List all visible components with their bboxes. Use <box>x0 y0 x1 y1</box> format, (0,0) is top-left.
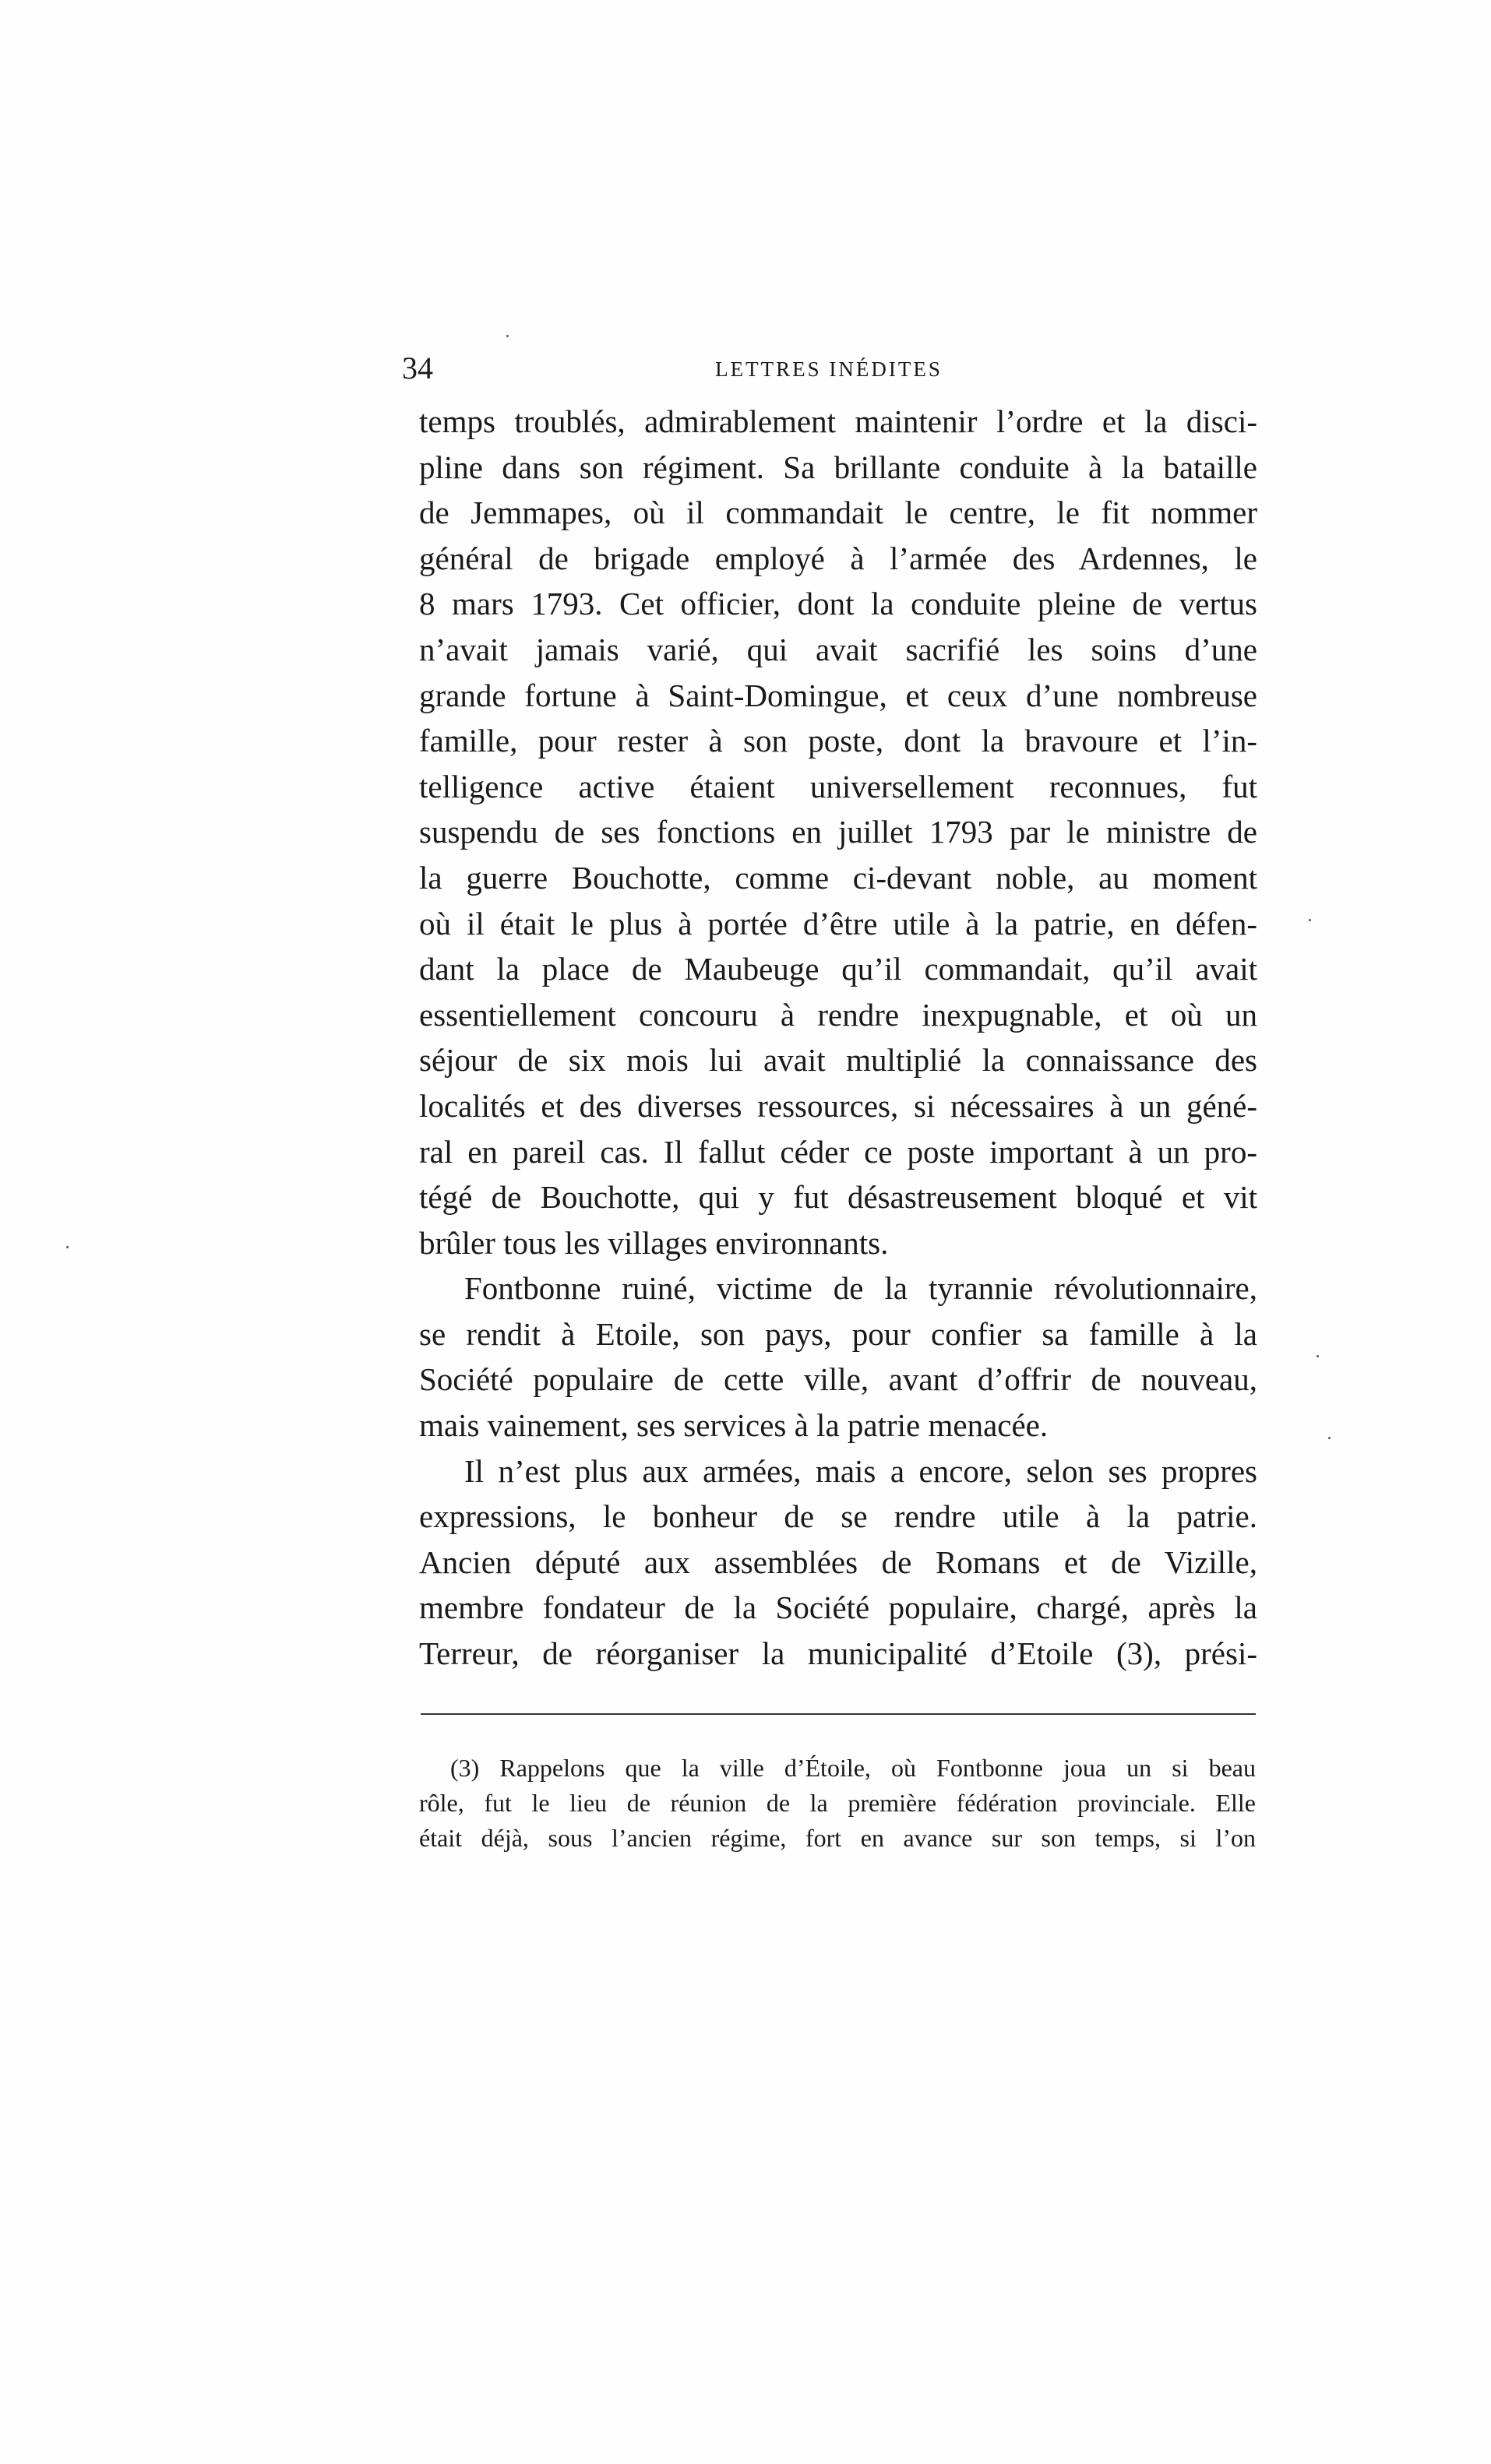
footnote-line: était déjà, sous l’ancien régime, fort en avance sur son temps, si l’on <box>419 1824 1256 1852</box>
text-line: pline dans son régiment. Sa brillante conduite à la bataille <box>419 449 1257 485</box>
text-line: tégé de Bouchotte, qui y fut désastreusement bloqué et vit <box>419 1179 1257 1216</box>
text-line: Terreur, de réorganiser la municipalité d’Etoile (3), prési- <box>419 1635 1257 1672</box>
text-line: Société populaire de cette ville, avant d’offrir de nouveau, <box>419 1361 1257 1398</box>
footnote-line: (3) Rappelons que la ville d’Étoile, où Fontbonne joua un si beau <box>450 1754 1256 1782</box>
footnotes <box>419 1751 1256 1856</box>
page-number: 34 <box>402 350 433 385</box>
text-line: se rendit à Etoile, son pays, pour confier sa famille à la <box>419 1315 1257 1352</box>
text-line: expressions, le bonheur de se rendre utile à la patrie. <box>419 1498 1257 1535</box>
text-line: telligence active étaient universellement reconnues, fut <box>419 768 1257 804</box>
text-line: temps troublés, admirablement maintenir l’ordre et la disci- <box>419 403 1257 439</box>
text-line: séjour de six mois lui avait multiplié la connaissance des <box>419 1042 1257 1079</box>
paragraph-start-line: Il n’est plus aux armées, mais a encore, selon ses propres <box>464 1452 1257 1489</box>
footnote-line: rôle, fut le lieu de réunion de la première fédération provinciale. Elle <box>419 1789 1256 1817</box>
text-line: 8 mars 1793. Cet officier, dont la conduite pleine de vertus <box>419 586 1257 622</box>
scan-speck <box>1317 1355 1319 1357</box>
page-header <box>399 349 1259 388</box>
paragraph-start-line: Fontbonne ruiné, victime de la tyrannie révolutionnaire, <box>464 1270 1257 1307</box>
text-line: localités et des diverses ressources, si nécessaires à un géné- <box>419 1087 1257 1124</box>
text-line: famille, pour rester à son poste, dont la bravoure et l’in- <box>419 723 1257 759</box>
footnote-divider <box>421 1713 1256 1715</box>
body-text <box>419 399 1257 1677</box>
running-title: LETTRES INÉDITES <box>715 357 943 381</box>
text-line: général de brigade employé à l’armée des Ardennes, le <box>419 540 1257 576</box>
text-line: où il était le plus à portée d’être utile à la patrie, en défen- <box>419 905 1257 942</box>
text-line: Ancien député aux assemblées de Romans et de Vizille, <box>419 1544 1257 1580</box>
text-line: grande fortune à Saint-Domingue, et ceux d’une nombreuse <box>419 677 1257 713</box>
text-line: mais vainement, ses services à la patrie menacée. <box>419 1407 1049 1444</box>
text-line: suspendu de ses fonctions en juillet 1793 par le ministre de <box>419 814 1257 850</box>
scan-speck <box>1309 919 1311 921</box>
text-line: dant la place de Maubeuge qu’il commandait, qu’il avait <box>419 951 1257 987</box>
text-line: n’avait jamais varié, qui avait sacrifié les soins d’une <box>419 631 1257 667</box>
scan-speck <box>506 335 509 337</box>
text-line: de Jemmapes, où il commandait le centre, le fit nommer <box>419 495 1257 531</box>
text-line: essentiellement concouru à rendre inexpugnable, et où un <box>419 996 1257 1033</box>
text-line: ral en pareil cas. Il fallut céder ce poste important à un pro- <box>419 1133 1257 1170</box>
text-line: membre fondateur de la Société populaire, chargé, après la <box>419 1589 1257 1626</box>
scan-speck <box>66 1246 69 1248</box>
text-line: brûler tous les villages environnants. <box>419 1224 889 1261</box>
text-line: la guerre Bouchotte, comme ci-devant noble, au moment <box>419 859 1257 896</box>
scan-speck <box>1328 1437 1331 1439</box>
